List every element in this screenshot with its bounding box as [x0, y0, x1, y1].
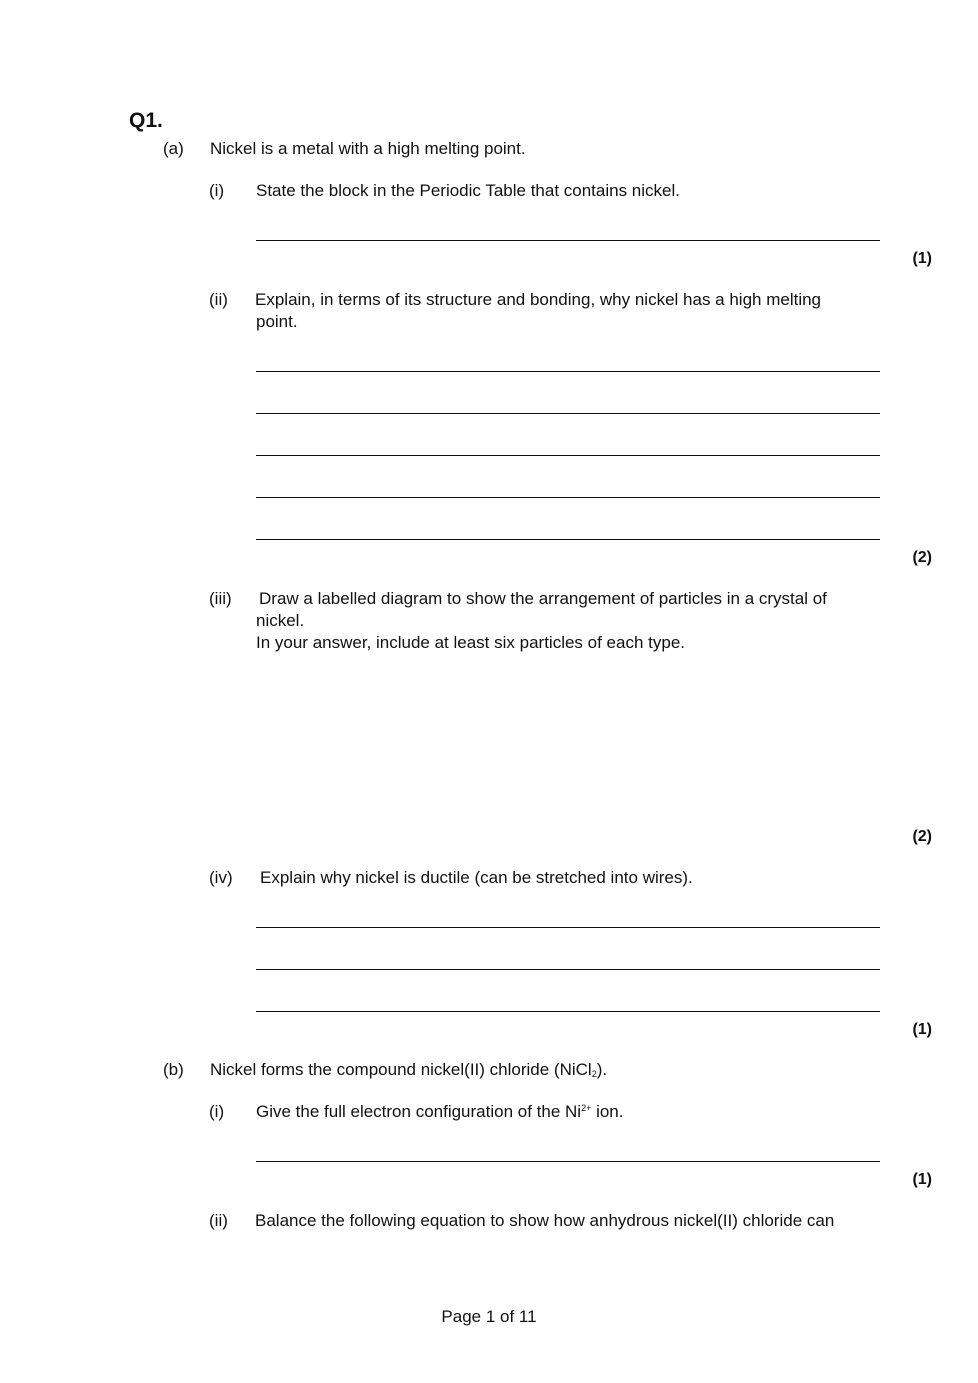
part-b-intro [210, 1060, 607, 1080]
part-b-intro-end: ). [596, 1060, 608, 1079]
part-b-label: (b) [163, 1060, 184, 1079]
part-a-label: (a) [163, 139, 184, 158]
a-iii-question-line2: nickel. [256, 611, 305, 630]
answer-line[interactable] [256, 969, 880, 970]
question-number: Q1. [129, 109, 163, 132]
a-ii-question-line2: point. [256, 312, 298, 331]
a-iii-question-line1: Draw a labelled diagram to show the arrangement of particles in a crystal of [259, 589, 827, 608]
answer-line[interactable] [256, 1161, 880, 1162]
b-i-question-text: Give the full electron configuration of the Ni [256, 1102, 582, 1121]
answer-line[interactable] [256, 497, 880, 498]
a-ii-question-line1: Explain, in terms of its structure and bonding, why nickel has a high melting [255, 290, 822, 309]
a-iii-question-line3: In your answer, include at least six particles of each type. [256, 633, 686, 652]
b-i-question-end: ion. [591, 1102, 624, 1121]
a-i-question: State the block in the Periodic Table that contains nickel. [256, 181, 680, 200]
a-i-marks: (1) [912, 250, 932, 267]
a-iii-label: (iii) [209, 589, 232, 608]
answer-line[interactable] [256, 413, 880, 414]
b-i-marks: (1) [912, 1171, 932, 1188]
b-i-question [256, 1102, 623, 1122]
answer-line[interactable] [256, 240, 880, 241]
answer-line[interactable] [256, 539, 880, 540]
subscript: 2 [591, 1069, 597, 1079]
page-number: Page 1 of 11 [441, 1307, 537, 1326]
answer-line[interactable] [256, 455, 880, 456]
a-iii-marks: (2) [912, 828, 932, 845]
superscript: 2+ [581, 1103, 592, 1113]
a-ii-marks: (2) [912, 549, 932, 566]
part-a-intro: Nickel is a metal with a high melting point. [210, 139, 526, 158]
a-ii-label: (ii) [209, 290, 228, 309]
b-i-label: (i) [209, 1102, 225, 1121]
b-ii-question: Balance the following equation to show how anhydrous nickel(II) chloride can [255, 1211, 835, 1230]
a-i-label: (i) [209, 181, 225, 200]
a-iv-label: (iv) [209, 868, 233, 887]
answer-line[interactable] [256, 371, 880, 372]
part-b-intro-text: Nickel forms the compound nickel(II) chloride (NiCl [210, 1060, 592, 1079]
a-iv-question: Explain why nickel is ductile (can be stretched into wires). [260, 868, 693, 887]
answer-line[interactable] [256, 927, 880, 928]
a-iv-marks: (1) [912, 1021, 932, 1038]
answer-line[interactable] [256, 1011, 880, 1012]
diagram-area[interactable] [256, 665, 880, 815]
b-ii-label: (ii) [209, 1211, 228, 1230]
